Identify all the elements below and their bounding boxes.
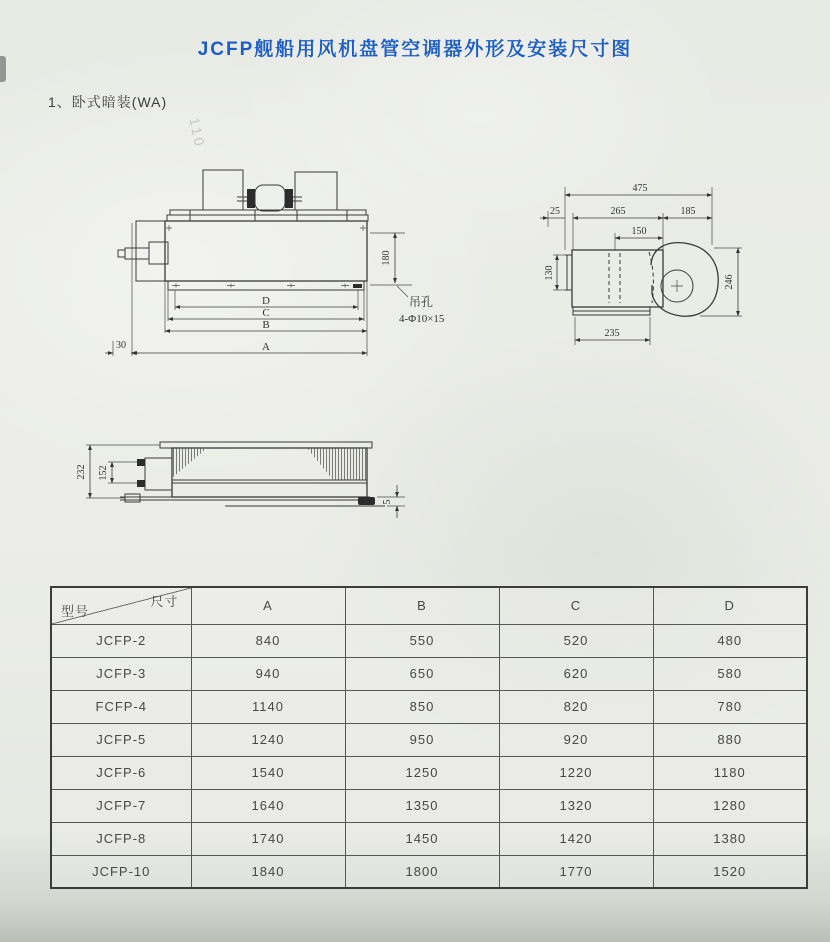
table-cell: 1800 bbox=[345, 855, 499, 888]
dim-label-235: 235 bbox=[604, 328, 620, 339]
model-cell: JCFP-2 bbox=[51, 624, 191, 657]
hole-note-spec: 4-Φ10×15 bbox=[399, 313, 445, 325]
column-header-a: A bbox=[191, 587, 345, 624]
motor-assembly bbox=[237, 185, 302, 211]
table-cell: 1740 bbox=[191, 822, 345, 855]
table-cell: 940 bbox=[191, 657, 345, 690]
table-row bbox=[51, 855, 807, 888]
top-width-dimensions bbox=[540, 183, 712, 250]
dim-label-a: A bbox=[262, 341, 270, 353]
table-cell: 880 bbox=[653, 723, 807, 756]
table-row bbox=[51, 624, 807, 657]
table-cell: 550 bbox=[345, 624, 499, 657]
top-flange-plate bbox=[167, 210, 368, 221]
dimension-5 bbox=[377, 485, 405, 518]
hanger-rail bbox=[168, 281, 364, 290]
table-cell: 1280 bbox=[653, 789, 807, 822]
coil-fins-right bbox=[307, 448, 367, 480]
table-cell: 920 bbox=[499, 723, 653, 756]
model-cell: JCFP-7 bbox=[51, 789, 191, 822]
dim-label-180: 180 bbox=[381, 250, 392, 266]
model-cell: FCFP-4 bbox=[51, 690, 191, 723]
table-cell: 820 bbox=[499, 690, 653, 723]
table-cell: 1770 bbox=[499, 855, 653, 888]
dim-label-d: D bbox=[262, 295, 270, 307]
table-cell: 950 bbox=[345, 723, 499, 756]
pipe-connector-box bbox=[137, 458, 172, 490]
corner-label-size: 尺寸 bbox=[150, 594, 179, 609]
table-cell: 1180 bbox=[653, 756, 807, 789]
table-row bbox=[51, 789, 807, 822]
table-cell: 1840 bbox=[191, 855, 345, 888]
table-cell: 580 bbox=[653, 657, 807, 690]
dim-label-5: 5 bbox=[382, 499, 393, 505]
bottom-elevation-drawing bbox=[55, 425, 420, 530]
drain-tray bbox=[573, 307, 650, 315]
column-header-d: D bbox=[653, 587, 807, 624]
table-cell: 1350 bbox=[345, 789, 499, 822]
table-row bbox=[51, 822, 807, 855]
table-row bbox=[51, 657, 807, 690]
fan-scroll bbox=[651, 243, 718, 317]
bottom-rail bbox=[120, 494, 385, 506]
dim-label-150: 150 bbox=[631, 226, 647, 237]
table-cell: 1380 bbox=[653, 822, 807, 855]
column-header-b: B bbox=[345, 587, 499, 624]
table-header-row bbox=[51, 587, 807, 624]
column-header-c: C bbox=[499, 587, 653, 624]
fan-center-cross bbox=[671, 280, 683, 292]
hanging-hole-note bbox=[397, 286, 445, 325]
model-cell: JCFP-5 bbox=[51, 723, 191, 756]
hole-note-label: 吊孔 bbox=[409, 295, 434, 309]
dim-label-475: 475 bbox=[632, 183, 648, 194]
table-cell: 520 bbox=[499, 624, 653, 657]
front-view-drawing bbox=[75, 138, 475, 373]
table-cell: 780 bbox=[653, 690, 807, 723]
table-cell: 1320 bbox=[499, 789, 653, 822]
dim-label-152: 152 bbox=[98, 465, 109, 481]
casing-profile bbox=[160, 442, 372, 497]
dimension-152 bbox=[98, 462, 137, 483]
dimension-235 bbox=[575, 317, 650, 345]
model-cell: JCFP-3 bbox=[51, 657, 191, 690]
table-cell: 1640 bbox=[191, 789, 345, 822]
dimension-table bbox=[50, 586, 808, 889]
dim-label-c: C bbox=[262, 307, 270, 319]
model-cell: JCFP-10 bbox=[51, 855, 191, 888]
pipe-connections bbox=[118, 242, 168, 264]
table-cell: 480 bbox=[653, 624, 807, 657]
dim-label-185: 185 bbox=[680, 206, 696, 217]
dim-label-265: 265 bbox=[610, 206, 626, 217]
table-corner-cell bbox=[51, 587, 191, 624]
coil-fins-left bbox=[172, 448, 207, 478]
unit-body bbox=[136, 221, 367, 281]
hanging-slot bbox=[353, 284, 362, 288]
dim-label-246: 246 bbox=[724, 274, 735, 290]
section-heading: 1、卧式暗装(WA) bbox=[48, 94, 168, 110]
table-cell: 1450 bbox=[345, 822, 499, 855]
fan-housings bbox=[203, 170, 337, 210]
model-cell: JCFP-6 bbox=[51, 756, 191, 789]
side-body bbox=[565, 250, 663, 307]
table-cell: 1220 bbox=[499, 756, 653, 789]
dimension-130 bbox=[544, 255, 565, 290]
table-row bbox=[51, 723, 807, 756]
table-cell: 620 bbox=[499, 657, 653, 690]
table-cell: 1540 bbox=[191, 756, 345, 789]
table-row bbox=[51, 690, 807, 723]
table-cell: 1240 bbox=[191, 723, 345, 756]
dim-label-232: 232 bbox=[76, 464, 87, 480]
page-title: JCFP舰船用风机盘管空调器外形及安装尺寸图 bbox=[197, 39, 633, 60]
table-cell: 1250 bbox=[345, 756, 499, 789]
table-cell: 1420 bbox=[499, 822, 653, 855]
table-cell: 650 bbox=[345, 657, 499, 690]
table-row bbox=[51, 756, 807, 789]
model-cell: JCFP-8 bbox=[51, 822, 191, 855]
dim-label-30: 30 bbox=[116, 340, 126, 351]
table-cell: 1140 bbox=[191, 690, 345, 723]
table-cell: 850 bbox=[345, 690, 499, 723]
dimension-246 bbox=[700, 248, 742, 316]
side-view-drawing bbox=[528, 175, 828, 360]
dimension-180 bbox=[370, 233, 412, 285]
table-cell: 840 bbox=[191, 624, 345, 657]
table-cell: 1520 bbox=[653, 855, 807, 888]
bleed-through-page-number: 110 bbox=[186, 116, 209, 150]
dim-label-25: 25 bbox=[550, 206, 560, 217]
corner-label-model: 型号 bbox=[61, 603, 90, 619]
dim-label-130: 130 bbox=[544, 265, 555, 281]
dim-label-b: B bbox=[262, 319, 270, 331]
